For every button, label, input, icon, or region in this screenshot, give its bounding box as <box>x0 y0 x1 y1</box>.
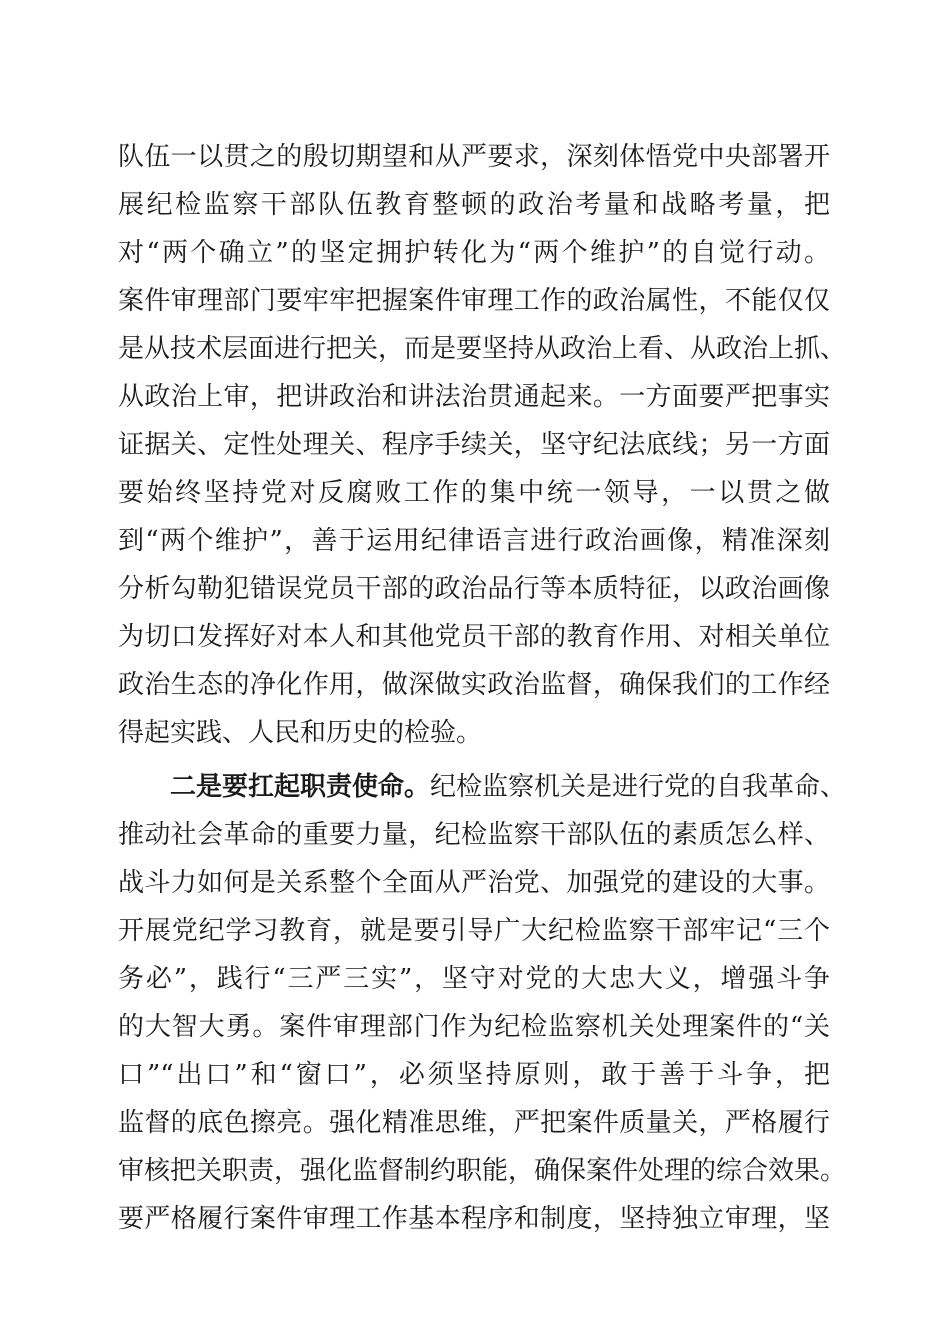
paragraph-line: 开展党纪学习教育，就是要引导广大纪检监察干部牢记“三个 <box>118 916 830 946</box>
paragraph-line: 推动社会革命的重要力量，纪检监察干部队伍的素质怎么样、 <box>118 820 830 850</box>
paragraph-2 <box>118 763 847 1243</box>
paragraph-line: 的大智大勇。案件审理部门作为纪检监察机关处理案件的“关 <box>118 1012 830 1042</box>
paragraph-heading: 二是要扛起职责使命。 <box>170 772 431 802</box>
paragraph-line: 到“两个维护”，善于运用纪律语言进行政治画像，精准深刻 <box>118 526 830 556</box>
paragraph-line: 证据关、定性处理关、程序手续关，坚守纪法底线；另一方面 <box>118 430 830 460</box>
paragraph-line: 展纪检监察干部队伍教育整顿的政治考量和战略考量，把 <box>118 190 830 220</box>
body-text <box>118 133 847 1243</box>
paragraph-line: 案件审理部门要牢牢把握案件审理工作的政治属性，不能仅仅 <box>118 286 830 316</box>
paragraph-first-line <box>118 763 847 811</box>
paragraph-line: 是从技术层面进行把关，而是要坚持从政治上看、从政治上抓、 <box>118 334 847 364</box>
paragraph-line: 要始终坚持党对反腐败工作的集中统一领导，一以贯之做 <box>118 478 830 508</box>
paragraph-line: 口”“出口”和“窗口”，必须坚持原则，敢于善于斗争，把 <box>118 1060 830 1090</box>
paragraph-line: 对“两个确立”的坚定拥护转化为“两个维护”的自觉行动。 <box>118 238 830 268</box>
paragraph-line: 得起实践、人民和历史的检验。 <box>118 718 483 748</box>
paragraph-line: 政治生态的净化作用，做深做实政治监督，确保我们的工作经 <box>118 670 830 700</box>
paragraph-line: 监督的底色擦亮。强化精准思维，严把案件质量关，严格履行 <box>118 1108 830 1138</box>
paragraph-line: 为切口发挥好对本人和其他党员干部的教育作用、对相关单位 <box>118 622 830 652</box>
paragraph-line: 从政治上审，把讲政治和讲法治贯通起来。一方面要严把事实 <box>118 382 830 412</box>
paragraph-line: 分析勾勒犯错误党员干部的政治品行等本质特征，以政治画像 <box>118 574 830 604</box>
paragraph-line: 要严格履行案件审理工作基本程序和制度，坚持独立审理，坚 <box>118 1204 830 1234</box>
paragraph-1 <box>118 133 847 757</box>
paragraph-line: 战斗力如何是关系整个全面从严治党、加强党的建设的大事。 <box>118 868 830 898</box>
paragraph-first-line-text: 纪检监察机关是进行党的自我革命、 <box>430 772 847 802</box>
paragraph-line: 队伍一以贯之的殷切期望和从严要求，深刻体悟党中央部署开 <box>118 142 830 172</box>
paragraph-line: 审核把关职责，强化监督制约职能，确保案件处理的综合效果。 <box>118 1156 847 1186</box>
paragraph-line: 务必”，践行“三严三实”，坚守对党的大忠大义，增强斗争 <box>118 964 830 994</box>
